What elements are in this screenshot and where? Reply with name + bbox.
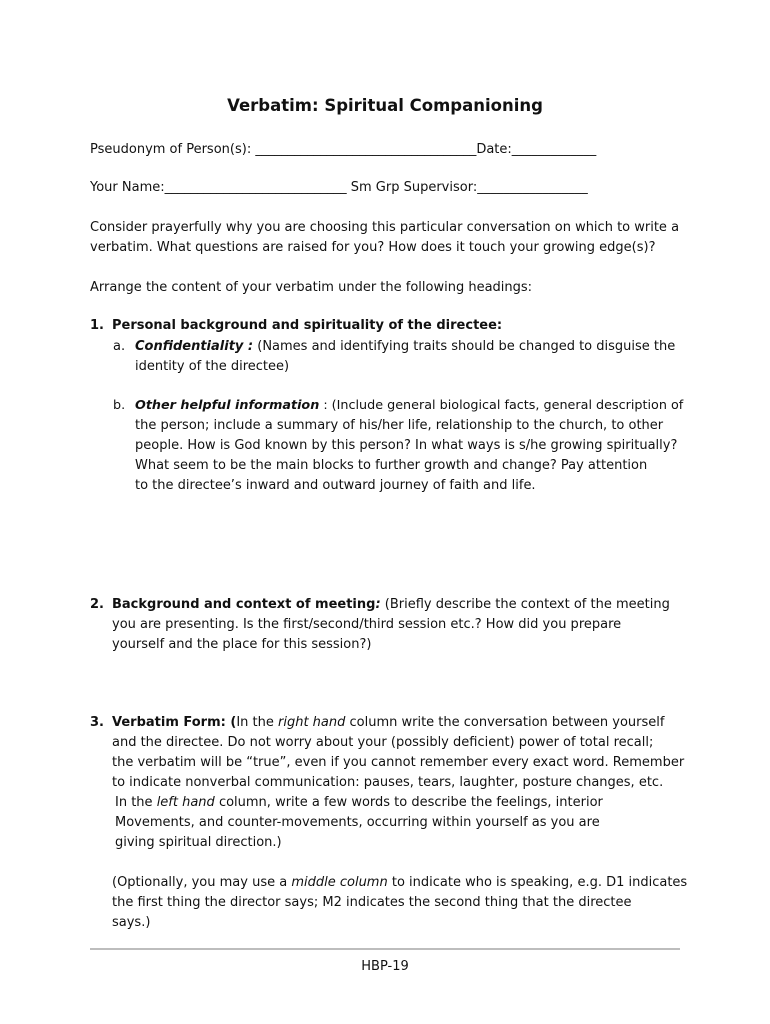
item-1a-text: (Names and identifying traits should be changed to disguise the xyxy=(253,339,676,354)
section-3-line-1-rest: column write the conversation between yourself xyxy=(345,715,665,730)
left-hand-emphasis: left hand xyxy=(156,795,215,810)
optional-note-line-3: says.) xyxy=(112,915,151,930)
name-supervisor-field: Your Name:____________________________ Sm Grp Supervisor:_________________ xyxy=(90,180,588,195)
section-3-line-3: the verbatim will be “true”, even if you cannot remember every exact word. Remember xyxy=(112,755,685,770)
item-1a-marker: a. xyxy=(113,339,126,354)
section-2-colon: : xyxy=(375,597,381,612)
section-3-line-7: giving spiritual direction.) xyxy=(115,835,282,850)
section-3-line-5-b: column, write a few words to describe the feelings, interior xyxy=(214,795,603,810)
middle-column-emphasis: middle column xyxy=(291,875,388,890)
page-footer: HBP-19 xyxy=(361,959,409,974)
arrange-instruction: Arrange the content of your verbatim under the following headings: xyxy=(90,280,533,295)
section-2-line-2: you are presenting. Is the first/second/third session etc.? How did you prepare xyxy=(112,617,622,632)
item-1a xyxy=(113,337,675,357)
section-3-paren: ( xyxy=(225,715,237,730)
item-1b-line-4: What seem to be the main blocks to further growth and change? Pay attention xyxy=(135,458,648,473)
item-1b-line-3: people. How is God known by this person? In what ways is s/he growing spiritually? xyxy=(135,438,678,453)
intro-line-1: Consider prayerfully why you are choosing this particular conversation on which to write a xyxy=(90,220,680,235)
section-3-line-5-a: In the xyxy=(115,795,157,810)
section-1-title: Personal background and spirituality of the directee: xyxy=(112,318,503,333)
section-3-line-2: and the directee. Do not worry about your (possibly deficient) power of total recall; xyxy=(112,735,654,750)
optional-note-line-1 xyxy=(112,873,687,893)
section-1-heading xyxy=(90,316,502,336)
section-2-title: Background and context of meeting xyxy=(112,597,376,612)
item-1b-line-2: the person; include a summary of his/her life, relationship to the church, to other xyxy=(135,418,664,433)
item-1b-line-5: to the directee’s inward and outward journey of faith and life. xyxy=(135,478,536,493)
section-3-in-the: In the xyxy=(236,715,278,730)
item-1b xyxy=(113,396,683,416)
section-2-heading xyxy=(90,595,670,615)
item-1b-label: Other helpful information xyxy=(135,398,320,413)
item-1a-label: Confidentiality : xyxy=(135,339,254,354)
section-3-line-4: to indicate nonverbal communication: pauses, tears, laughter, posture changes, etc. xyxy=(112,775,664,790)
item-1b-marker: b. xyxy=(113,398,126,413)
section-2-text: (Briefly describe the context of the meeting xyxy=(380,597,670,612)
section-3-number: 3. xyxy=(90,715,104,730)
section-2-number: 2. xyxy=(90,597,104,612)
item-1b-text: : (Include general biological facts, general description of xyxy=(319,398,684,413)
section-3-title: Verbatim Form: xyxy=(112,715,226,730)
footer-divider xyxy=(90,948,680,950)
section-3-heading xyxy=(90,713,664,733)
optional-note-a: (Optionally, you may use a xyxy=(112,875,292,890)
pseudonym-date-field: Pseudonym of Person(s): __________________________________Date:_____________ xyxy=(90,142,597,157)
intro-line-2: verbatim. What questions are raised for you? How does it touch your growing edge(s)? xyxy=(90,240,656,255)
optional-note-b: to indicate who is speaking, e.g. D1 indicates xyxy=(387,875,688,890)
right-hand-emphasis: right hand xyxy=(278,715,346,730)
section-1-number: 1. xyxy=(90,318,104,333)
section-3-line-6: Movements, and counter-movements, occurring within yourself as you are xyxy=(115,815,600,830)
optional-note-line-2: the first thing the director says; M2 indicates the second thing that the directee xyxy=(112,895,632,910)
document-title: Verbatim: Spiritual Companioning xyxy=(227,96,543,115)
item-1a-line-2: identity of the directee) xyxy=(135,359,290,374)
section-3-line-5 xyxy=(115,793,603,813)
section-2-line-3: yourself and the place for this session?) xyxy=(112,637,372,652)
